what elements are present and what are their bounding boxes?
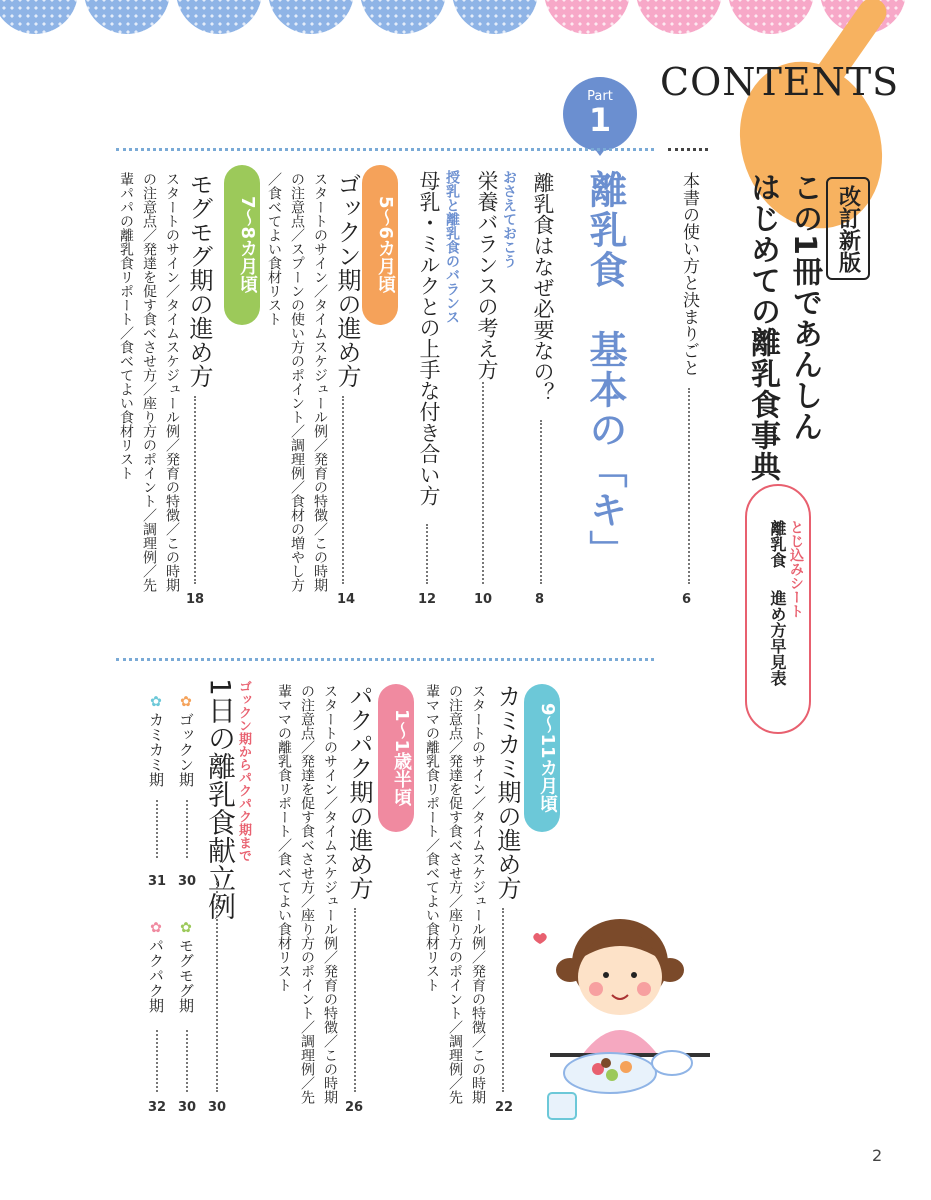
scallop-decoration [452,0,538,34]
part-number: 1 [588,101,612,139]
flower-icon: ✿ [148,920,164,936]
page-number-footer: 2 [872,1146,883,1165]
page-number: 14 [337,592,356,607]
menu-item[interactable]: パクパク期 [147,938,165,1013]
leader-dots [688,388,690,584]
page-number: 31 [148,874,167,889]
scallop-decoration [728,0,814,34]
page-number: 32 [148,1100,167,1115]
entry-title[interactable]: 母乳・ミルクとの上手な付き合い方 [417,170,441,506]
entry-subtitle: おさえておこう [501,170,517,268]
menu-title[interactable]: 1日の離乳食献立例 [204,678,237,920]
edition-badge: 改訂新版 [826,177,870,280]
scallop-decoration [0,0,78,34]
stage-title[interactable]: パクパク期の進め方 [345,684,373,900]
scallop-decoration [84,0,170,34]
page-number: 22 [495,1100,514,1115]
part-label: Part [587,89,613,104]
stage-description: スタートのサイン／タイムスケジュール例／発育の特徴／この時期の注意点／発達を促す食べさせ方／座り方のポイント／調理例／先輩ママの離乳食リポート／食べてよい食材リスト [424,684,486,1104]
age-tag-5-6: 5〜6カ月頃 [362,165,398,325]
leader-dots [482,382,484,584]
menu-item[interactable]: ゴックン期 [177,712,195,787]
section-divider-top [116,148,654,151]
stage-title[interactable]: モグモグ期の進め方 [185,172,213,388]
part1-title: 離乳食 基本の「キ」 [583,170,627,570]
leader-dots [354,908,356,1092]
stage-description: スタートのサイン／タイムスケジュール例／発育の特徴／この時期の注意点／スプーンの使い方のポイント／調理例／食材の増やし方／食べてよい食材リスト [266,172,328,592]
scallop-decoration [176,0,262,34]
leader-dots [186,1030,188,1092]
menu-item[interactable]: カミカミ期 [147,712,165,787]
flower-icon: ✿ [148,694,164,710]
page-number-howto: 6 [682,592,692,607]
leader-dots [194,396,196,584]
leader-dots [426,524,428,584]
menu-subtitle: ゴックン期からパクパク期まで [236,680,251,862]
page-number: 10 [474,592,493,607]
scallop-decoration [544,0,630,34]
leader-dots [502,908,504,1092]
menu-item[interactable]: モグモグ期 [177,938,195,1013]
page-number: 12 [418,592,437,607]
flower-icon: ✿ [178,694,194,710]
insert-sheet-subtitle: とじ込みシート [788,520,804,618]
leader-dots [540,420,542,584]
entry-title[interactable]: 離乳食はなぜ必要なの？ [531,172,555,403]
stage-title[interactable]: ゴックン期の進め方 [333,172,361,388]
scallop-border [0,0,931,40]
scallop-decoration [636,0,722,34]
section-divider-bottom [116,658,654,661]
heart-icon [533,933,547,944]
divider [668,148,708,151]
age-tag-1-1.5: 1〜1歳半頃 [378,684,414,832]
stage-description: スタートのサイン／タイムスケジュール例／発育の特徴／この時期の注意点／発達を促す食べさせ方／座り方のポイント／調理例／先輩パパの離乳食リポート／食べてよい食材リスト [118,172,180,592]
scallop-decoration [268,0,354,34]
insert-sheet-line1: 離乳食 [768,520,787,568]
leader-dots [186,800,188,858]
leader-dots [156,800,158,858]
page-number: 26 [345,1100,364,1115]
girl-eating-illustration [530,915,710,1125]
age-tag-7-8: 7〜8カ月頃 [224,165,260,325]
leader-dots [216,880,218,1092]
leader-dots [342,396,344,584]
entry-subtitle: 授乳と離乳食のバランス [444,170,460,324]
leader-dots [156,1030,158,1092]
flower-icon: ✿ [178,920,194,936]
page-number: 8 [535,592,545,607]
page-number: 30 [208,1100,227,1115]
book-title-line1: この1冊であんしん [787,172,822,442]
page-number: 18 [186,592,205,607]
howto-link[interactable]: 本書の使い方と決まりごと [679,172,699,376]
stage-title[interactable]: カミカミ期の進め方 [493,684,521,900]
insert-sheet-line2: 進め方早見表 [768,590,787,686]
stage-description: スタートのサイン／タイムスケジュール例／発育の特徴／この時期の注意点／発達を促す食べさせ方／座り方のポイント／調理例／先輩ママの離乳食リポート／食べてよい食材リスト [276,684,338,1104]
age-tag-9-11: 9〜11カ月頃 [524,684,560,832]
page-number: 30 [178,1100,197,1115]
scallop-decoration [360,0,446,34]
entry-title[interactable]: 栄養バランスの考え方 [475,170,499,380]
page-number: 30 [178,874,197,889]
contents-heading: CONTENTS [660,60,900,104]
book-title-line2: はじめての離乳食事典 [745,172,780,482]
